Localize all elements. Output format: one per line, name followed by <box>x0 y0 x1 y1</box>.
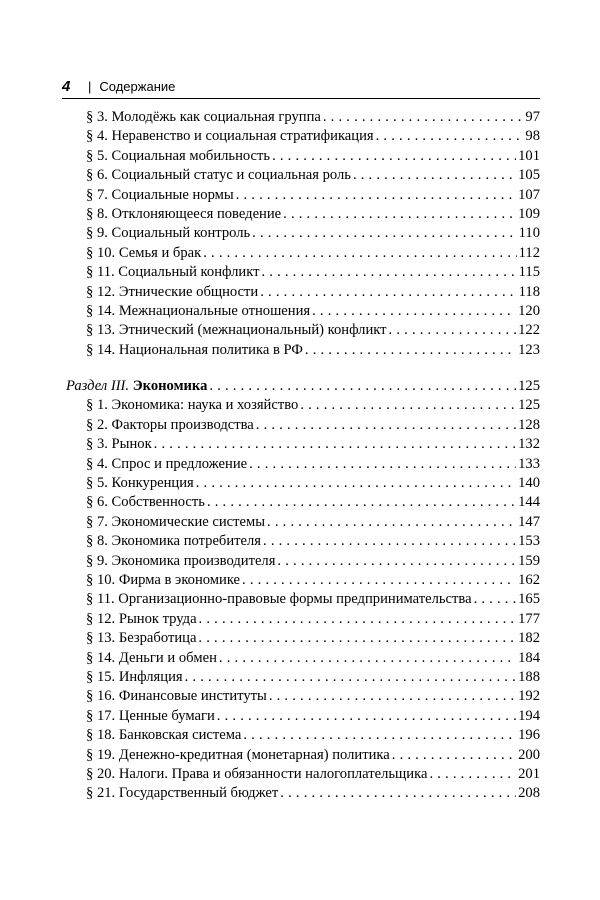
toc-entry-title: § 4. Неравенство и социальная стратификация <box>86 128 374 145</box>
dot-leader <box>256 416 516 435</box>
toc-entry-title: § 10. Семья и брак <box>86 244 202 261</box>
dot-leader <box>269 687 516 706</box>
toc-entry-page: 177 <box>518 610 540 627</box>
toc-entry-title: § 19. Денежно-кредитная (монетарная) политика <box>86 746 390 763</box>
toc-entry-page: 188 <box>518 668 540 685</box>
dot-leader <box>376 127 524 146</box>
dot-leader <box>207 493 516 512</box>
toc-entry[interactable] <box>86 147 540 166</box>
toc-entry[interactable] <box>86 610 540 629</box>
toc-entry-title: § 14. Национальная политика в РФ <box>86 341 303 358</box>
dot-leader <box>312 302 516 321</box>
header-separator: | <box>88 79 92 94</box>
toc-entry-page: 120 <box>518 302 540 319</box>
toc-entry[interactable] <box>86 668 540 687</box>
toc-entry-title: § 9. Социальный контроль <box>86 225 251 242</box>
toc-entry[interactable] <box>86 244 540 263</box>
toc-entry[interactable] <box>86 455 540 474</box>
dot-leader <box>242 571 516 590</box>
toc-entry-title: § 13. Безработица <box>86 630 197 647</box>
toc-entry-title: § 3. Молодёжь как социальная группа <box>86 109 321 125</box>
toc-entry-title: § 8. Экономика потребителя <box>86 533 262 550</box>
toc-entry[interactable] <box>86 687 540 706</box>
toc-entry-title: § 14. Деньги и обмен <box>86 649 217 666</box>
toc-entry[interactable] <box>86 205 540 224</box>
toc-entry[interactable] <box>86 263 540 282</box>
toc-entry-page: 196 <box>518 727 540 744</box>
toc-entry-page: 109 <box>518 205 540 222</box>
toc-entry-title: § 7. Социальные нормы <box>86 186 234 203</box>
toc-entry[interactable] <box>86 493 540 512</box>
toc-entry[interactable] <box>86 283 540 302</box>
toc-entry-title: § 15. Инфляция <box>86 668 183 685</box>
toc-entry-title: § 12. Этнические общности <box>86 283 259 300</box>
toc-entry[interactable] <box>86 108 540 127</box>
toc-entry[interactable] <box>86 726 540 745</box>
toc-entry-title: § 4. Спрос и предложение <box>86 455 248 472</box>
toc-entry-title: § 18. Банковская система <box>86 727 242 744</box>
dot-leader <box>323 108 524 127</box>
part-page: 125 <box>518 378 540 395</box>
toc-entry-title: § 6. Собственность <box>86 494 205 511</box>
toc-entry-page: 101 <box>518 147 540 164</box>
toc-entry[interactable] <box>86 302 540 321</box>
toc-entry-title: § 17. Ценные бумаги <box>86 707 215 724</box>
dot-leader <box>389 321 517 340</box>
dot-leader <box>263 532 516 551</box>
dot-leader <box>280 784 516 803</box>
toc-group-economics <box>86 396 540 803</box>
dot-leader <box>474 590 517 609</box>
dot-leader <box>243 726 516 745</box>
toc-entry-page: 200 <box>518 746 540 763</box>
toc-entry[interactable] <box>86 552 540 571</box>
toc-entry[interactable] <box>86 416 540 435</box>
toc-entry-page: 184 <box>518 649 540 666</box>
toc-entry-page: 112 <box>518 244 540 261</box>
dot-leader <box>305 341 516 360</box>
toc-entry-title: § 12. Рынок труда <box>86 610 197 627</box>
dot-leader <box>198 629 516 648</box>
dot-leader <box>209 377 516 396</box>
dot-leader <box>272 147 516 166</box>
toc-entry-page: 162 <box>518 571 540 588</box>
toc-entry-title: § 11. Организационно-правовые формы предпринимательства <box>86 591 472 608</box>
toc-entry[interactable] <box>86 435 540 454</box>
dot-leader <box>249 455 516 474</box>
page-header <box>62 78 540 99</box>
dot-leader <box>196 474 516 493</box>
toc-entry-page: 110 <box>518 225 540 242</box>
dot-leader <box>283 205 516 224</box>
toc-entry[interactable] <box>86 186 540 205</box>
toc-entry-title: § 10. Фирма в экономике <box>86 571 241 588</box>
toc-entry[interactable] <box>86 224 540 243</box>
toc-part-heading[interactable] <box>66 377 540 396</box>
toc-entry[interactable] <box>86 396 540 415</box>
toc-entry-page: 107 <box>518 186 540 203</box>
toc-entry-page: 165 <box>518 591 540 608</box>
dot-leader <box>260 283 516 302</box>
toc-entry[interactable] <box>86 649 540 668</box>
toc-entry[interactable] <box>86 474 540 493</box>
toc-entry-page: 97 <box>525 109 540 125</box>
toc-entry-page: 182 <box>518 630 540 647</box>
toc-entry[interactable] <box>86 765 540 784</box>
page-number: 4 <box>62 78 71 95</box>
dot-leader <box>267 513 516 532</box>
table-of-contents <box>66 108 540 804</box>
toc-entry[interactable] <box>86 707 540 726</box>
dot-leader <box>392 746 516 765</box>
toc-entry-page: 153 <box>518 533 540 550</box>
toc-entry-title: § 1. Экономика: наука и хозяйство <box>86 397 299 414</box>
toc-entry-page: 140 <box>518 475 540 492</box>
toc-entry-title: § 5. Социальная мобильность <box>86 147 271 164</box>
part-label: Раздел III. <box>66 378 130 395</box>
toc-entry-title: § 6. Социальный статус и социальная роль <box>86 167 351 184</box>
toc-entry-page: 118 <box>518 283 540 300</box>
toc-entry-page: 132 <box>518 436 540 453</box>
toc-entry[interactable] <box>86 746 540 765</box>
toc-entry-page: 133 <box>518 455 540 472</box>
toc-entry-title: § 13. Этнический (межнациональный) конфликт <box>86 322 387 339</box>
toc-entry-title: § 16. Финансовые институты <box>86 688 267 705</box>
dot-leader <box>236 186 516 205</box>
toc-entry-title: § 9. Экономика производителя <box>86 552 276 569</box>
toc-entry-page: 208 <box>518 785 540 802</box>
toc-entry-title: § 7. Экономические системы <box>86 513 266 530</box>
dot-leader <box>252 224 516 243</box>
toc-entry-title: § 20. Налоги. Права и обязанности налогоплательщика <box>86 765 428 782</box>
toc-entry[interactable] <box>86 571 540 590</box>
toc-entry-page: 194 <box>518 707 540 724</box>
toc-entry[interactable] <box>86 321 540 340</box>
dot-leader <box>219 649 516 668</box>
toc-entry-page: 122 <box>518 322 540 339</box>
dot-leader <box>261 263 516 282</box>
toc-entry-page: 144 <box>518 494 540 511</box>
dot-leader <box>217 707 516 726</box>
part-name: Экономика <box>132 378 208 395</box>
toc-entry-page: 115 <box>518 264 540 281</box>
toc-entry[interactable] <box>86 341 540 360</box>
toc-entry-title: § 5. Конкуренция <box>86 475 194 492</box>
toc-entry[interactable] <box>86 590 540 609</box>
toc-entry-title: § 14. Межнациональные отношения <box>86 302 311 319</box>
toc-entry-page: 98 <box>525 128 540 145</box>
toc-entry[interactable] <box>86 166 540 185</box>
toc-entry[interactable] <box>86 629 540 648</box>
toc-entry-title: § 2. Факторы производства <box>86 416 254 433</box>
toc-entry-page: 201 <box>518 765 540 782</box>
toc-entry-page: 123 <box>518 341 540 358</box>
toc-entry-page: 159 <box>518 552 540 569</box>
dot-leader <box>353 166 516 185</box>
toc-entry-page: 147 <box>518 513 540 530</box>
toc-entry[interactable] <box>86 513 540 532</box>
toc-entry-title: § 3. Рынок <box>86 436 152 453</box>
toc-group-society <box>86 108 540 360</box>
dot-leader <box>300 396 516 415</box>
dot-leader <box>429 765 516 784</box>
toc-entry-page: 192 <box>518 688 540 705</box>
toc-entry-title: § 11. Социальный конфликт <box>86 264 260 281</box>
dot-leader <box>199 610 517 629</box>
toc-entry-page: 125 <box>518 397 540 414</box>
toc-entry-title: § 21. Государственный бюджет <box>86 785 279 802</box>
toc-entry-title: § 8. Отклоняющееся поведение <box>86 205 282 222</box>
toc-entry[interactable] <box>86 532 540 551</box>
dot-leader <box>277 552 516 571</box>
toc-entry[interactable] <box>86 127 540 146</box>
toc-entry-page: 128 <box>518 416 540 433</box>
dot-leader <box>203 244 516 263</box>
dot-leader <box>154 435 516 454</box>
running-title: Содержание <box>99 79 176 94</box>
toc-entry-page: 105 <box>518 167 540 184</box>
toc-entry[interactable] <box>86 784 540 803</box>
dot-leader <box>185 668 517 687</box>
